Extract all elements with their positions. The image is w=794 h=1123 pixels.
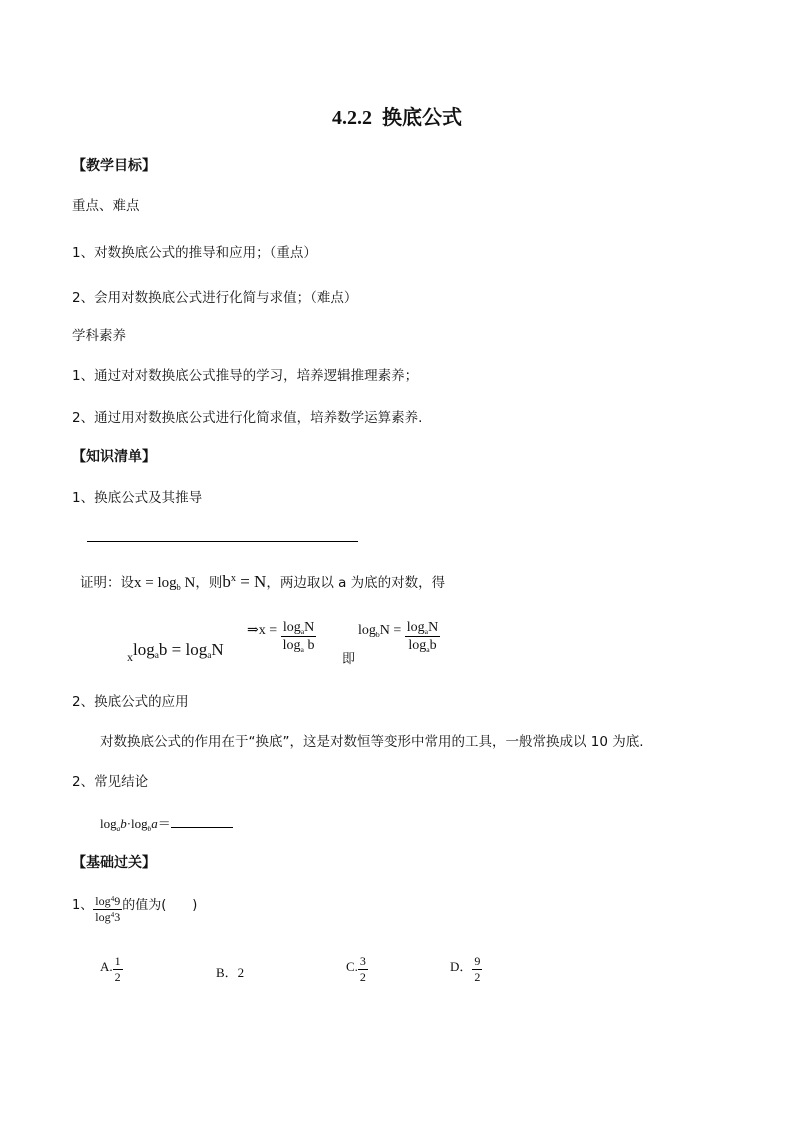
- literacy-item-1: 1、通过对对数换底公式推导的学习，培养逻辑推理素养；: [72, 368, 419, 384]
- knowledge-item-2-title: 2、换底公式的应用: [72, 694, 189, 710]
- choice-c: C. $\frac{3}{2}$: [346, 954, 366, 985]
- focus-label: 重点、难点: [72, 198, 140, 214]
- choice-a: A. $\frac{1}{2}$: [100, 954, 121, 985]
- page-title: [0, 105, 794, 130]
- derivation-ji: 即: [342, 652, 356, 667]
- formula-b-pow-x: $b^x = N$: [222, 572, 267, 591]
- choice-d: D． $\frac{9}{2}$: [450, 954, 481, 985]
- choice-b: B．2: [216, 965, 245, 980]
- title-text: 换底公式: [382, 105, 462, 129]
- knowledge-item-3-title: 2、常见结论: [72, 774, 149, 790]
- title-number: 4.2.2: [332, 107, 372, 129]
- proof-then: ，则: [195, 575, 223, 591]
- fraction-change-of-base: $\frac{\text{logaN}}{\text{logab}}$: [406, 620, 439, 655]
- section-objectives: 【教学目标】: [72, 158, 156, 174]
- section-basic: 【基础过关】: [72, 855, 156, 871]
- literacy-item-2: 2、通过用对数换底公式进行化简求值，培养数学运算素养.: [72, 410, 423, 426]
- fraction-loga-n-over-loga-b: $\frac{\text{logaN}}{\text{loga b}}$: [282, 620, 315, 655]
- knowledge-item-1-title: 1、换底公式及其推导: [72, 490, 203, 506]
- formula-blank-line: [87, 541, 358, 542]
- section-knowledge: 【知识清单】: [72, 449, 156, 465]
- question-1-fraction: $\frac{\log^49}{\log^43}$: [95, 894, 121, 925]
- knowledge-item-2-body: 对数换底公式的作用在于“换底”，这是对数恒等变形中常用的工具，一般常换成以 10 为底.: [100, 734, 644, 750]
- common-conclusion-formula: logab·logba＝: [100, 815, 233, 832]
- question-1: 1、 $\frac{\log^49}{\log^43}$ 的值为( ): [72, 894, 198, 925]
- literacy-label: 学科素养: [72, 328, 126, 344]
- change-of-base-formula: logbN = $\frac{\text{logaN}}{\text{logab}}$: [358, 620, 439, 655]
- focus-item-1: 1、对数换底公式的推导和应用；（重点）: [72, 245, 317, 261]
- derivation-implies: ⇒x = $\frac{\text{logaN}}{\text{loga b}}$: [247, 620, 315, 655]
- formula-x-eq-log: x = logb N: [134, 575, 196, 592]
- focus-item-2: 2、会用对数换底公式进行化简与求值；（难点）: [72, 290, 358, 306]
- proof-prefix: 证明：设: [80, 575, 134, 591]
- derivation-lhs: $_x$logab = logaN: [127, 640, 224, 664]
- proof-line: [80, 572, 445, 592]
- answer-blank: [171, 815, 233, 828]
- proof-mid: ，两边取以 a 为底的对数，得: [266, 575, 446, 591]
